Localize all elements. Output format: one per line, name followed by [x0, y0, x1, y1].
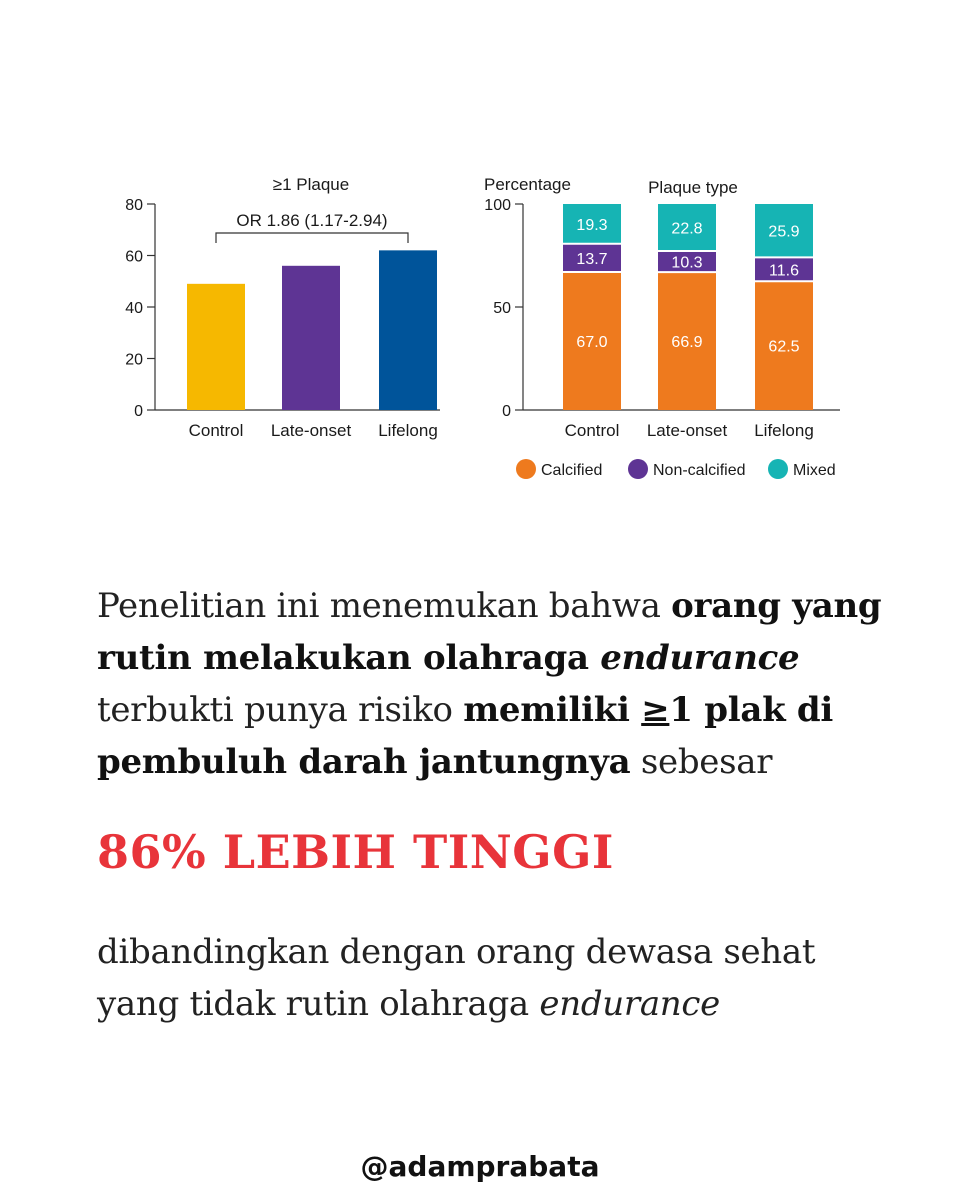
chart1-bar-control	[187, 284, 245, 410]
chart2-x-tick-label: Lifelong	[754, 421, 814, 440]
chart2-y-label: Percentage	[484, 175, 571, 194]
chart1-title: ≥1 Plaque	[272, 175, 350, 194]
chart1-y-tick-label: 20	[125, 351, 143, 369]
chart2-data-label: 13.7	[576, 250, 608, 268]
chart1-annotation-bracket	[216, 233, 408, 243]
chart2-data-label: 11.6	[769, 262, 799, 280]
chart2-y-tick-label: 0	[502, 403, 511, 420]
chart2-x-tick-label: Late-onset	[646, 421, 728, 440]
chart2-x-tick-label: Control	[564, 421, 620, 440]
chart1-bar-lifelong	[379, 250, 437, 410]
findings-bold-text-2: memiliki	[463, 690, 642, 730]
highlight-headline: 86% LEBIH TINGGI	[97, 825, 614, 879]
chart2-legend-label: Mixed	[793, 462, 836, 479]
chart2-legend-swatch-calcified	[516, 459, 536, 479]
chart1-x-tick-label: Lifelong	[378, 421, 438, 440]
chart2-legend-label: Calcified	[541, 462, 603, 479]
chart2-data-label: 62.5	[768, 338, 800, 356]
chart1-annotation: OR 1.86 (1.17-2.94)	[236, 211, 388, 230]
findings-bold-text-3: 1 plak di pembuluh darah jantungnya	[97, 690, 833, 782]
charts-svg	[0, 0, 960, 520]
chart2-data-label: 19.3	[576, 216, 608, 234]
comparison-italic-endurance: endurance	[539, 984, 720, 1024]
chart1-x-tick-label: Control	[188, 421, 244, 440]
chart1-bar-late-onset	[282, 266, 340, 410]
chart1-x-tick-label: Late-onset	[270, 421, 352, 440]
charts-figure	[0, 0, 960, 520]
findings-bold-text-1: orang yang rutin melakukan olahraga	[97, 586, 882, 678]
chart1-y-tick-label: 40	[125, 300, 143, 317]
chart2-data-label: 22.8	[671, 220, 703, 238]
chart2-y-tick-label: 50	[493, 300, 511, 317]
chart2-data-label: 10.3	[671, 254, 703, 272]
chart2-data-label: 25.9	[768, 223, 800, 241]
chart1-y-tick-label: 60	[125, 248, 143, 266]
comparison-paragraph	[97, 926, 887, 1030]
chart2-legend-swatch-non-calcified	[628, 459, 648, 479]
comparison-text: dibandingkan dengan orang dewasa sehat yang tidak rutin olahraga	[97, 932, 816, 1024]
findings-paragraph	[97, 580, 887, 788]
findings-text-3: sebesar	[630, 742, 773, 782]
chart2-legend-label: Non-calcified	[653, 462, 746, 479]
findings-italic-endurance: endurance	[600, 638, 800, 678]
author-handle: @adamprabata	[360, 1150, 600, 1183]
chart2-legend-swatch-mixed	[768, 459, 788, 479]
chart1-y-tick-label: 0	[134, 403, 143, 420]
findings-text-2: terbukti punya risiko	[97, 690, 464, 730]
findings-ge-symbol: ≥	[641, 690, 670, 730]
findings-text-1: Penelitian ini menemukan bahwa	[97, 586, 672, 626]
chart2-title: Plaque type	[648, 178, 738, 197]
chart1-y-tick-label: 80	[125, 197, 143, 214]
chart2-data-label: 66.9	[671, 334, 703, 352]
chart2-data-label: 67.0	[576, 333, 608, 351]
chart2-y-tick-label: 100	[484, 197, 511, 214]
